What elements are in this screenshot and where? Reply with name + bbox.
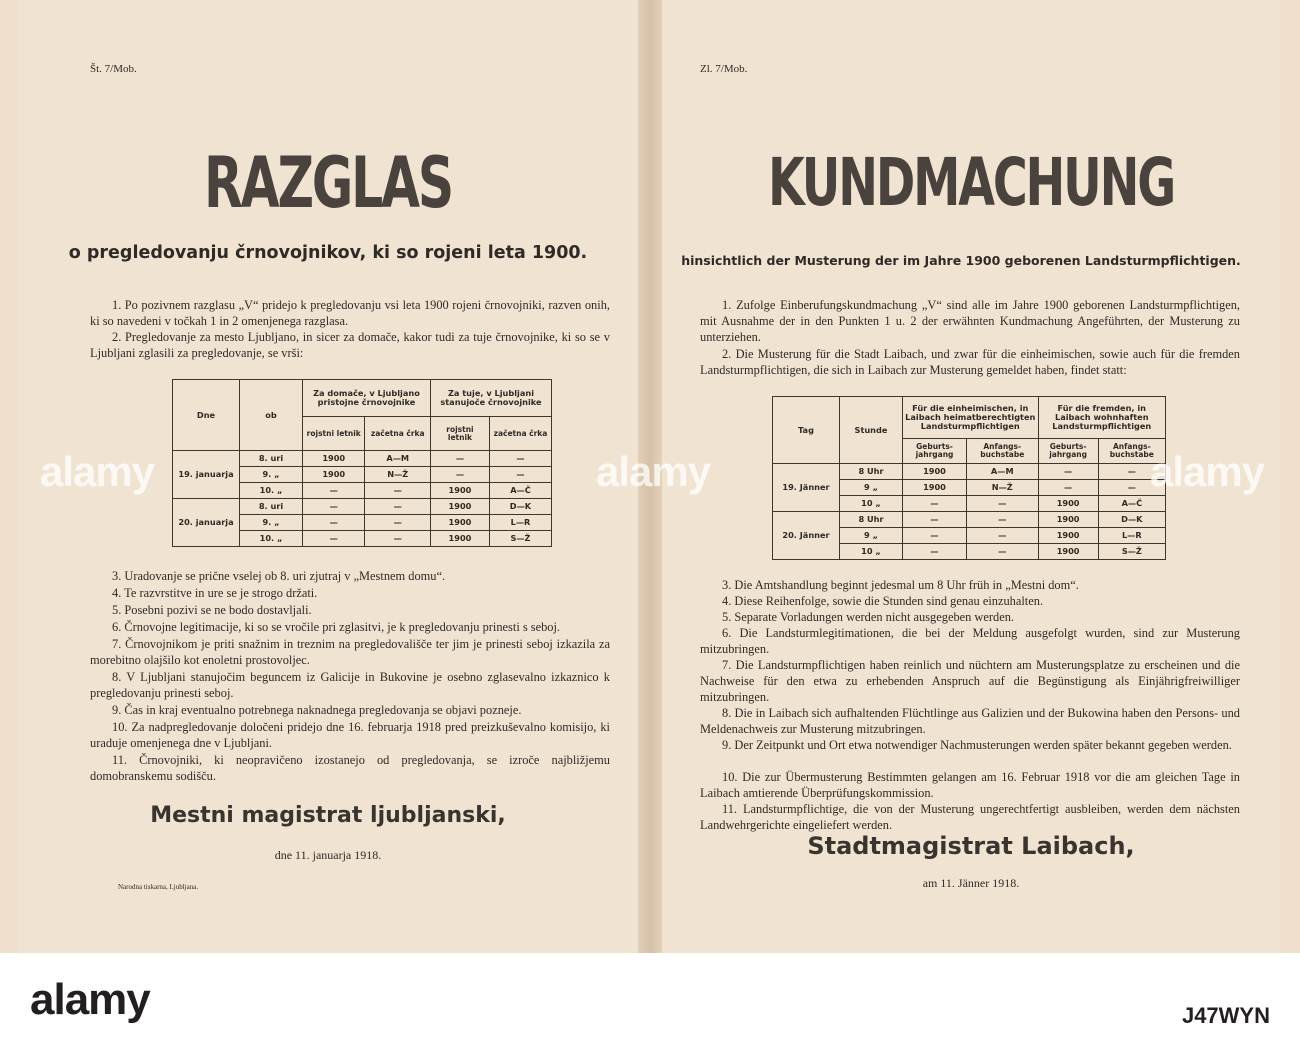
- table-row: [773, 512, 1166, 528]
- table-cell: —: [903, 528, 967, 544]
- table-cell: 10 „: [840, 496, 903, 512]
- right-col-hour: Stunde: [840, 397, 903, 464]
- left-col-year: rojstni letnik: [303, 417, 365, 451]
- table-cell: —: [303, 531, 365, 547]
- table-cell: —: [1038, 464, 1098, 480]
- right-subtitle: hinsichtlich der Musterung der im Jahre 1900 geborenen Landsturmpflichtigen.: [681, 253, 1241, 268]
- table-cell: N—Ž: [967, 480, 1039, 496]
- left-col-home: Za domače, v Ljubljano pristojne črnovojnike: [303, 380, 431, 417]
- table-cell: —: [365, 499, 431, 515]
- table-cell: 1900: [1038, 496, 1098, 512]
- right-point-7: 7. Die Landsturmpflichtigen haben reinlich und nüchtern am Musterungsplatze zu erscheinen und die Nachweise für den etwa zu erhebenden Anspruch auf die Begünstigung als Einjährigfreiwilliger mitzubringen.: [700, 658, 1240, 705]
- left-point-9: 9. Čas in kraj eventualno potrebnega naknadnega pregledovanja se objavi pozneje.: [112, 703, 522, 717]
- table-cell: —: [903, 496, 967, 512]
- table-cell: 9. „: [240, 515, 303, 531]
- table-cell: 8. uri: [240, 499, 303, 515]
- left-col-letter-2: začetna črka: [489, 417, 551, 451]
- right-col-foreign: Für die fremden, in Laibach wohnhaften Landsturmpflichtigen: [1038, 397, 1165, 439]
- right-signature: Stadtmagistrat Laibach,: [807, 832, 1135, 860]
- right-date: am 11. Jänner 1918.: [922, 876, 1020, 890]
- left-subtitle: o pregledovanju črnovojnikov, ki so rojeni leta 1900.: [68, 243, 588, 263]
- left-point-4: 4. Te razvrstitve in ure se je strogo držati.: [112, 586, 318, 600]
- table-cell: 1900: [430, 515, 489, 531]
- brand-logo: alamy: [30, 975, 150, 1024]
- left-date: dne 11. januarja 1918.: [274, 848, 382, 862]
- table-cell: 1900: [903, 464, 967, 480]
- table-cell: —: [303, 515, 365, 531]
- table-cell: 1900: [303, 451, 365, 467]
- right-col-year-2: Geburts-jahrgang: [1038, 438, 1098, 463]
- table-row: [773, 464, 1166, 480]
- left-headline: RAZGLAS: [203, 142, 453, 224]
- right-point-11: 11. Landsturmpflichtige, die von der Musterung ungerechtfertigt ausbleiben, werden dem nächsten Landwehrgerichte eingeliefert werden.: [700, 802, 1240, 833]
- image-id: J47WYN: [1181, 1003, 1270, 1028]
- table-cell: L—R: [1098, 528, 1165, 544]
- left-schedule-table: [172, 379, 552, 547]
- table-cell: —: [430, 451, 489, 467]
- table-cell: S—Ž: [1098, 544, 1165, 560]
- left-point-5: 5. Posebni pozivi se ne bodo dostavljali.: [112, 603, 312, 617]
- table-cell: A—Č: [489, 483, 551, 499]
- table-cell: N—Ž: [365, 467, 431, 483]
- left-point-3: 3. Uradovanje se prične vselej ob 8. uri zjutraj v „Mestnem domu“.: [112, 569, 446, 583]
- table-cell: 1900: [1038, 512, 1098, 528]
- table-cell: —: [903, 512, 967, 528]
- table-cell: A—M: [967, 464, 1039, 480]
- left-col-foreign: Za tuje, v Ljubljani stanujoče črnovojnike: [430, 380, 551, 417]
- left-col-letter: začetna črka: [365, 417, 431, 451]
- table-cell: 10. „: [240, 483, 303, 499]
- table-cell: 8 Uhr: [840, 464, 903, 480]
- table-cell: A—Č: [1098, 496, 1165, 512]
- table-cell: —: [1098, 480, 1165, 496]
- table-cell: D—K: [1098, 512, 1165, 528]
- table-cell: A—M: [365, 451, 431, 467]
- left-point-6: 6. Črnovojne legitimacije, ki so se vročile pri zglasitvi, je k pregledovanju prinesti s seboj.: [112, 620, 561, 634]
- table-cell: 1900: [303, 467, 365, 483]
- left-point-7: 7. Črnovojnikom je priti snažnim in treznim na pregledovališče ter jim je prinesti seboj izkazila za morebitno olajšilo kot enoletni prostovoljec.: [90, 637, 610, 668]
- right-col-letter: Anfangs-buchstabe: [967, 438, 1039, 463]
- table-cell: —: [489, 451, 551, 467]
- right-point-3: 3. Die Amtshandlung beginnt jedesmal um 8 Uhr früh in „Mestni dom“.: [722, 578, 1079, 592]
- table-cell: —: [489, 467, 551, 483]
- right-schedule-table: [772, 396, 1166, 560]
- table-cell: —: [1098, 464, 1165, 480]
- table-cell: 1900: [903, 480, 967, 496]
- table-cell: S—Ž: [489, 531, 551, 547]
- table-cell: 1900: [430, 499, 489, 515]
- table-cell: D—K: [489, 499, 551, 515]
- table-cell: 1900: [1038, 544, 1098, 560]
- right-point-6: 6. Die Landsturmlegitimationen, die bei der Meldung ausgefolgt wurden, sind zur Musterung mitzubringen.: [700, 626, 1240, 657]
- table-cell: —: [303, 483, 365, 499]
- right-headline: KUNDMACHUNG: [767, 144, 1175, 221]
- left-day-1: 19. januarja: [173, 451, 240, 499]
- right-point-4: 4. Diese Reihenfolge, sowie die Stunden sind genau einzuhalten.: [722, 594, 1044, 608]
- table-cell: 9. „: [240, 467, 303, 483]
- table-cell: 1900: [430, 483, 489, 499]
- table-cell: —: [1038, 480, 1098, 496]
- left-intro-1: 1. Po pozivnem razglasu „V“ pridejo k pregledovanju vsi leta 1900 rojeni črnovojniki, razven onih, ki so navedeni v točkah 1 in 2 omenjenega razglasa.: [90, 298, 610, 329]
- table-cell: —: [303, 499, 365, 515]
- table-cell: 8. uri: [240, 451, 303, 467]
- table-cell: —: [903, 544, 967, 560]
- left-col-day: Dne: [173, 380, 240, 451]
- table-cell: 9 „: [840, 528, 903, 544]
- right-col-home: Für die einheimischen, in Laibach heimatberechtigten Landsturmpflichtigen: [903, 397, 1039, 439]
- left-reference-number: Št. 7/Mob.: [90, 63, 137, 75]
- watermark-center: alamy: [596, 448, 711, 495]
- watermark-left: alamy: [40, 448, 155, 495]
- right-col-letter-2: Anfangs-buchstabe: [1098, 438, 1165, 463]
- table-cell: 8 Uhr: [840, 512, 903, 528]
- table-cell: 1900: [1038, 528, 1098, 544]
- table-row: [173, 499, 552, 515]
- left-col-hour: ob: [240, 380, 303, 451]
- table-cell: 10. „: [240, 531, 303, 547]
- table-cell: —: [365, 531, 431, 547]
- right-point-9: 9. Der Zeitpunkt und Ort etwa notwendiger Nachmusterungen werden später bekannt gegeben werden.: [722, 738, 1232, 752]
- left-signature: Mestni magistrat ljubljanski,: [150, 803, 506, 828]
- table-cell: —: [365, 483, 431, 499]
- watermark-right: alamy: [1150, 448, 1265, 495]
- table-cell: —: [967, 512, 1039, 528]
- table-cell: —: [430, 467, 489, 483]
- left-point-8: 8. V Ljubljani stanujočim beguncem iz Galicije in Bukovine je osebno zglasevalno izkaznico k pregledovanju prinesti seboj.: [90, 670, 610, 701]
- left-point-10: 10. Za nadpregledovanje določeni pridejo dne 16. februarja 1918 pred preizkuševalno komisijo, ki uraduje omenjenega dne v Ljubljani.: [90, 720, 610, 751]
- table-cell: 9 „: [840, 480, 903, 496]
- right-reference-number: Zl. 7/Mob.: [700, 63, 748, 75]
- left-intro-2: 2. Pregledovanje za mesto Ljubljano, in sicer za domače, kakor tudi za tuje črnovojnike, ki so se v Ljubljani zglasili za pregledovanje, se vrši:: [90, 330, 610, 361]
- right-intro-1: 1. Zufolge Einberufungskundmachung „V“ sind alle im Jahre 1900 geborenen Landsturmpflichtigen, mit Ausnahme der in den Punkten 1 u. 2 der erwähnten Kundmachung Angeführten, der Musterung zu unterziehen.: [700, 298, 1240, 345]
- table-cell: 10 „: [840, 544, 903, 560]
- right-point-8: 8. Die in Laibach sich aufhaltenden Flüchtlinge aus Galizien und der Bukowina haben den Persons- und Meldenachweis zur Musterung mitzubringen.: [700, 706, 1240, 737]
- right-col-year: Geburts-jahrgang: [903, 438, 967, 463]
- table-cell: —: [967, 544, 1039, 560]
- right-point-10: 10. Die zur Übermusterung Bestimmten gelangen am 16. Februar 1918 vor die am gleichen Tage in Laibach amtierende Überprüfungskommission.: [700, 770, 1240, 801]
- left-day-2: 20. januarja: [173, 499, 240, 547]
- footer-bar: [0, 953, 1300, 1037]
- right-day-2: 20. Jänner: [773, 512, 840, 560]
- table-cell: —: [365, 515, 431, 531]
- table-cell: L—R: [489, 515, 551, 531]
- left-col-year-2: rojstni letnik: [430, 417, 489, 451]
- right-intro-2: 2. Die Musterung für die Stadt Laibach, und zwar für die einheimischen, sowie auch für die fremden Landsturmpflichtigen, die sich in Laibach zur Musterung gemeldet haben, findet statt:: [700, 347, 1240, 378]
- left-printer-imprint: Narodna tiskarna, Ljubljana.: [118, 883, 199, 891]
- right-point-5: 5. Separate Vorladungen werden nicht ausgegeben werden.: [722, 610, 1014, 624]
- right-col-day: Tag: [773, 397, 840, 464]
- left-point-11: 11. Črnovojniki, ki neopravičeno izostanejo od pregledovanja, se izroče najbližjemu domobranskemu sodišču.: [90, 753, 610, 784]
- table-cell: —: [967, 528, 1039, 544]
- table-cell: 1900: [430, 531, 489, 547]
- right-day-1: 19. Jänner: [773, 464, 840, 512]
- table-row: [173, 451, 552, 467]
- table-cell: —: [967, 496, 1039, 512]
